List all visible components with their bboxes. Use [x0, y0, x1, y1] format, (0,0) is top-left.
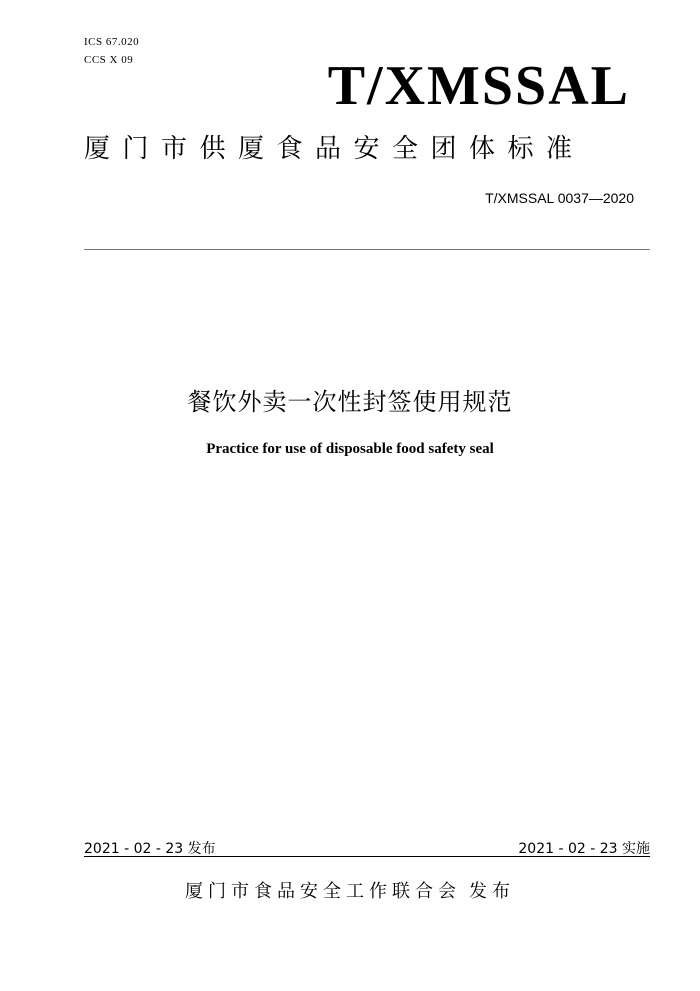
bottom-divider	[84, 856, 650, 857]
title-english: Practice for use of disposable food safety seal	[206, 441, 494, 457]
standard-number: T/XMSSAL 0037—2020	[485, 190, 634, 206]
publisher-line	[0, 877, 700, 903]
top-divider	[84, 249, 650, 250]
ics-code: ICS 67.020	[84, 36, 140, 48]
title-chinese: 餐饮外卖一次性封签使用规范	[187, 388, 513, 416]
implement-date: 2021 - 02 - 23 实施	[518, 841, 650, 857]
ccs-code: CCS X 09	[84, 54, 134, 66]
publish-date: 2021 - 02 - 23 发布	[84, 841, 216, 857]
organization-code: T/XMSSAL	[327, 55, 630, 117]
standard-type-heading: 厦门市供厦食品安全团体标准	[84, 134, 585, 164]
publisher-action: 发布	[469, 881, 515, 902]
publisher-name: 厦门市食品安全工作联合会	[185, 881, 461, 902]
